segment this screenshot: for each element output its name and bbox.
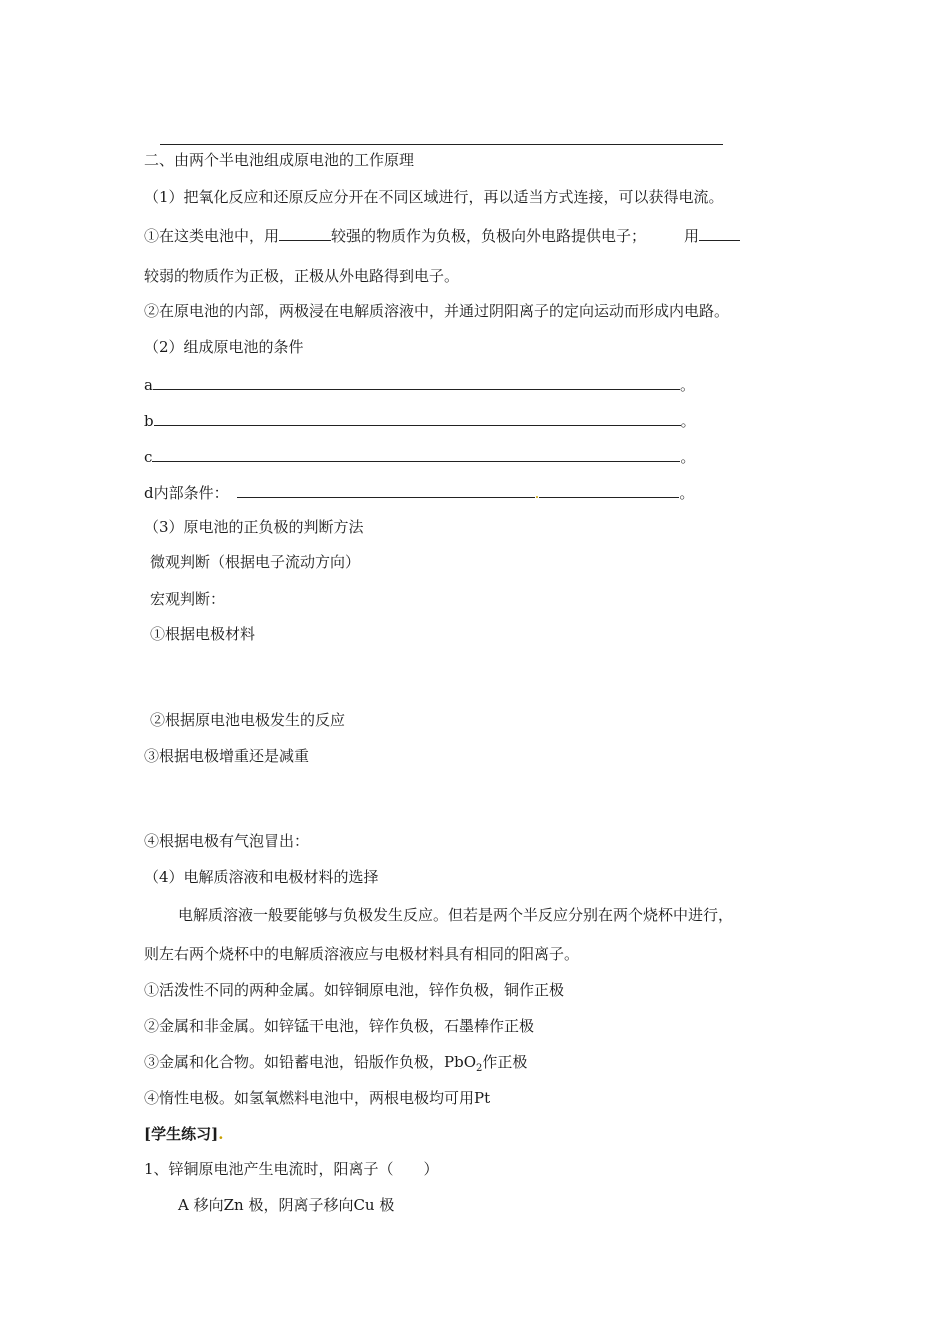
paragraph-5: （2）组成原电池的条件 [144,338,304,356]
paragraph-8: 宏观判断： [150,590,226,608]
paragraph-17: ②金属和非金属。如锌锰干电池，锌作负极，石墨棒作正极 [144,1017,535,1035]
paragraph-18 [144,1052,527,1079]
paragraph-1: （1）把氧化反应和还原反应分开在不同区域进行，再以适当方式连接，可以获得电流。 [144,188,724,206]
condition-b-label: b [144,412,154,430]
fill-blank-1[interactable] [279,225,331,241]
paragraph-18-part-a: ③金属和化合物。如铅蓄电池，铅版作负极，PbO [144,1053,476,1071]
condition-b-blank[interactable] [154,410,681,426]
fill-blank-2[interactable] [699,225,740,241]
paragraph-15: 则左右两个烧杯中的电解质溶液应与电极材料具有相同的阳离子。 [144,945,580,963]
practice-dot-mark: . [218,1125,224,1143]
dot-mark: . [534,484,540,502]
paragraph-2-part-c: 用 [684,227,700,245]
practice-heading-text: [学生练习] [144,1125,219,1143]
paragraph-18-subscript: 2 [476,1063,483,1074]
question-1: 1、锌铜原电池产生电流时，阳离子（ ） [144,1160,439,1178]
condition-a-blank[interactable] [153,374,680,390]
paragraph-7: 微观判断（根据电子流动方向） [150,553,361,571]
condition-a [144,374,695,395]
paragraph-6: （3）原电池的正负极的判断方法 [144,518,364,536]
condition-c-label: c [144,448,153,466]
paragraph-2-part-b: 较强的物质作为负极，负极向外电路提供电子； [331,227,647,245]
condition-a-label: a [144,376,153,394]
paragraph-9: ①根据电极材料 [150,625,256,643]
condition-d [144,482,694,503]
condition-c-period: 。 [680,448,696,466]
condition-d-label: d内部条件： [144,484,229,502]
question-1-option-a: A 移向Zn 极，阴离子移向Cu 极 [178,1196,395,1214]
section-title: 二、由两个半电池组成原电池的工作原理 [144,151,415,169]
paragraph-12: ④根据电极有气泡冒出： [144,832,310,850]
condition-c-blank[interactable] [152,446,680,462]
paragraph-14: 电解质溶液一般要能够与负极发生反应。但若是两个半反应分别在两个烧杯中进行， [178,906,734,924]
paragraph-13: （4）电解质溶液和电极材料的选择 [144,868,379,886]
condition-b [144,410,696,431]
header-rule [160,144,723,145]
condition-d-blank-2[interactable] [539,482,679,498]
paragraph-10: ②根据原电池电极发生的反应 [150,711,346,729]
paragraph-19: ④惰性电极。如氢氧燃料电池中，两根电极均可用Pt [144,1089,491,1107]
condition-a-period: 。 [679,376,695,394]
condition-c [144,446,695,467]
condition-d-period: 。 [679,484,695,502]
paragraph-18-part-b: 作正极 [482,1053,528,1071]
paragraph-2 [144,225,740,246]
paragraph-11: ③根据电极增重还是减重 [144,747,310,765]
practice-heading [144,1124,223,1144]
condition-b-period: 。 [680,412,696,430]
paragraph-3: 较弱的物质作为正极，正极从外电路得到电子。 [144,267,460,285]
paragraph-2-part-a: ①在这类电池中，用 [144,227,280,245]
condition-d-blank-1[interactable] [237,482,535,498]
paragraph-4: ②在原电池的内部，两极浸在电解质溶液中，并通过阴阳离子的定向运动而形成内电路。 [144,302,730,320]
paragraph-16: ①活泼性不同的两种金属。如锌铜原电池，锌作负极，铜作正极 [144,981,565,999]
